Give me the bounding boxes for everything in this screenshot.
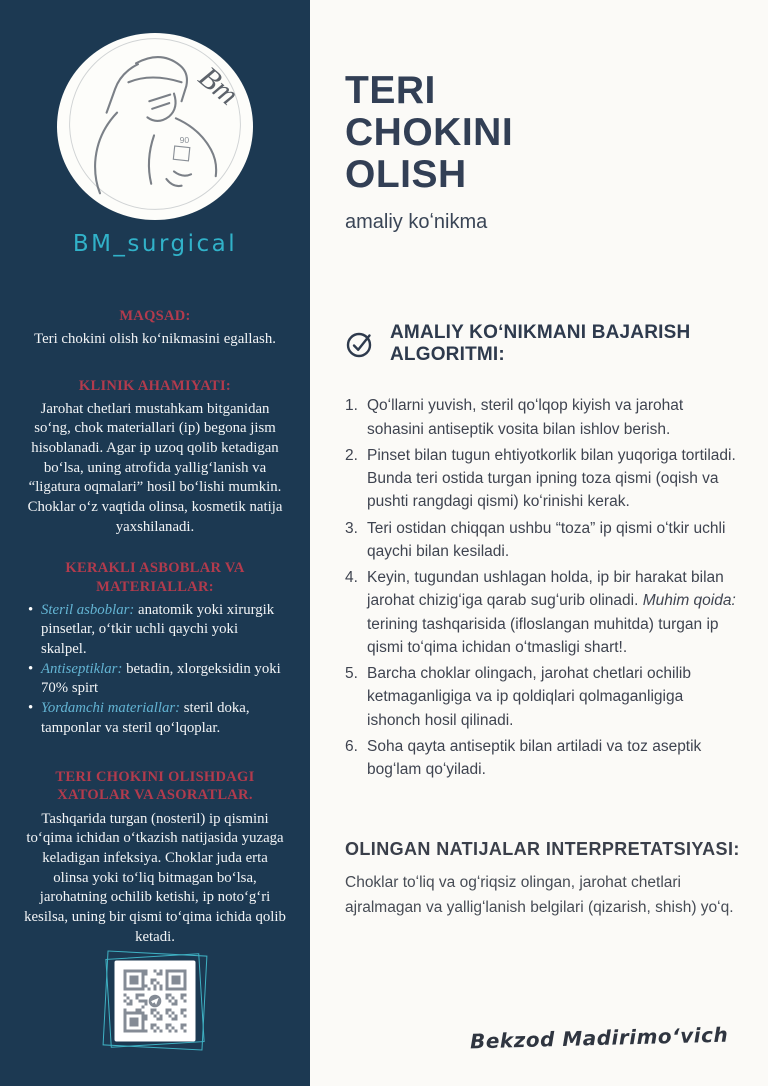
svg-text:90: 90 bbox=[179, 134, 190, 145]
step-item bbox=[345, 394, 740, 441]
qr-code bbox=[115, 960, 196, 1041]
results-body: Choklar toʻliq va ogʻriqsiz olingan, jarohat chetlari ajralmagan va yalligʻlanish belgilari (qizarish, shish) yoʻq. bbox=[345, 874, 734, 917]
check-circle-icon bbox=[345, 329, 375, 359]
section-xatolar bbox=[0, 768, 310, 947]
title-line: TERI bbox=[345, 69, 436, 112]
step-number: 3. bbox=[345, 519, 358, 537]
section-title: MAQSAD: bbox=[119, 307, 191, 324]
svg-text:Bm: Bm bbox=[192, 59, 246, 112]
algorithm-heading: AMALIY KOʻNIKMANI BAJARISH ALGORITMI: bbox=[390, 322, 691, 366]
step-text: Qoʻllarni yuvish, steril qoʻlqop kiyish va jarohat sohasini antiseptik vosita bilan ishlov berish. bbox=[367, 397, 684, 438]
tools-list bbox=[24, 601, 286, 739]
step-number: 4. bbox=[345, 569, 358, 587]
brand-name: BM_surgical bbox=[72, 230, 238, 257]
page-subtitle: amaliy koʻnikma bbox=[345, 211, 488, 234]
surgeon-sketch-icon bbox=[62, 33, 248, 220]
step-item bbox=[345, 662, 740, 732]
step-text: Barcha choklar olingach, jarohat chetlari ochilib ketmaganligiga va ip qoldiqlari qolmaganligiga ishonch hosil qilinadi. bbox=[367, 665, 691, 729]
step-item bbox=[345, 444, 740, 514]
title-line: CHOKINI bbox=[345, 111, 514, 155]
step-number: 5. bbox=[345, 665, 358, 683]
step-item bbox=[345, 735, 740, 782]
section-klinik-ahamiyati bbox=[0, 377, 310, 538]
section-body: Tashqarida turgan (nosteril) ip qismini toʻqima ichidan oʻtkazish natijasida yuzaga keladigan infeksiya. Choklar juda erta olinsa yoki toʻliq bitmagan boʻlsa, jarohatning ochilib ketishi, ip notoʻgʻri kesilsa, uning bir qismi toʻqima ichida qolib ketadi. bbox=[24, 810, 286, 945]
results-heading: OLINGAN NATIJALAR INTERPRETATSIYASI: bbox=[345, 839, 740, 860]
title-line: OLISH bbox=[345, 153, 467, 197]
section-title: TERI CHOKINI OLISHDAGI XATOLAR VA ASORATLAR. bbox=[55, 769, 255, 804]
sidebar bbox=[0, 0, 310, 1086]
tool-label: Yordamchi materiallar: bbox=[41, 699, 181, 716]
step-number: 6. bbox=[345, 737, 358, 755]
step-text: Pinset bilan tugun ehtiyotkorlik bilan yuqoriga tortiladi. Bunda teri ostida turgan ipning toza qismi (oqish va pushti rangdagi qismi) koʻrinishi kerak. bbox=[367, 446, 736, 511]
page-title bbox=[345, 70, 740, 196]
logo-badge bbox=[57, 33, 253, 220]
main-content bbox=[310, 0, 768, 1086]
step-number: 1. bbox=[345, 397, 358, 415]
tool-text: anatomik yoki xirurgik pinsetlar, oʻtkir uchli qaychi yoki skalpel. bbox=[41, 601, 275, 657]
step-text: Soha qayta antiseptik bilan artiladi va toz aseptik bogʻlam qoʻyiladi. bbox=[367, 737, 702, 779]
tool-text: steril doka, tamponlar va steril qoʻlqoplar. bbox=[41, 699, 250, 736]
section-body: Jarohat chetlari mustahkam bitganidan soʻng, chok materiallari (ip) begona jism hisoblanadi. Agar ip uzoq qolib ketadigan boʻlsa, uning atrofida yalligʻlanish va “ligatura oqmalari” hosil boʻlishi mumkin. Choklar oʻz vaqtida olinsa, kosmetik natija yaxshilanadi. bbox=[27, 400, 283, 535]
tool-label: Steril asboblar: bbox=[41, 601, 135, 618]
section-asboblar bbox=[0, 559, 310, 738]
qr-block bbox=[99, 947, 211, 1054]
step-item bbox=[345, 566, 740, 659]
tool-text: betadin, xlorgeksidin yoki 70% spirt bbox=[41, 660, 281, 697]
step-item bbox=[345, 517, 740, 564]
step-number: 2. bbox=[345, 446, 358, 464]
section-body: Teri chokini olish koʻnikmasini egallash. bbox=[34, 330, 276, 347]
step-text: Teri ostidan chiqqan ushbu “toza” ip qismi oʻtkir uchli qaychi bilan kesiladi. bbox=[367, 519, 726, 560]
section-title: KERAKLI ASBOBLAR VA MATERIALLAR: bbox=[65, 560, 245, 595]
list-item bbox=[28, 601, 286, 660]
step-text: Keyin, tugundan ushlagan holda, ip bir harakat bilan jarohat chizigʻiga qarab sugʻurib olinadi. Muhim qoida: terining tashqarisida (ifloslangan muhitda) turgan ip qismi toʻqima ichidan oʻtmasligi shart!. bbox=[367, 569, 736, 656]
section-maqsad bbox=[0, 307, 310, 350]
author-signature: Bekzod Madirimoʻvich bbox=[469, 1022, 729, 1054]
algorithm-steps bbox=[345, 394, 740, 781]
list-item bbox=[28, 660, 286, 699]
list-item bbox=[28, 699, 286, 738]
algorithm-header bbox=[345, 322, 740, 366]
section-title: KLINIK AHAMIYATI: bbox=[78, 377, 232, 394]
tool-label: Antiseptiklar: bbox=[41, 660, 123, 677]
